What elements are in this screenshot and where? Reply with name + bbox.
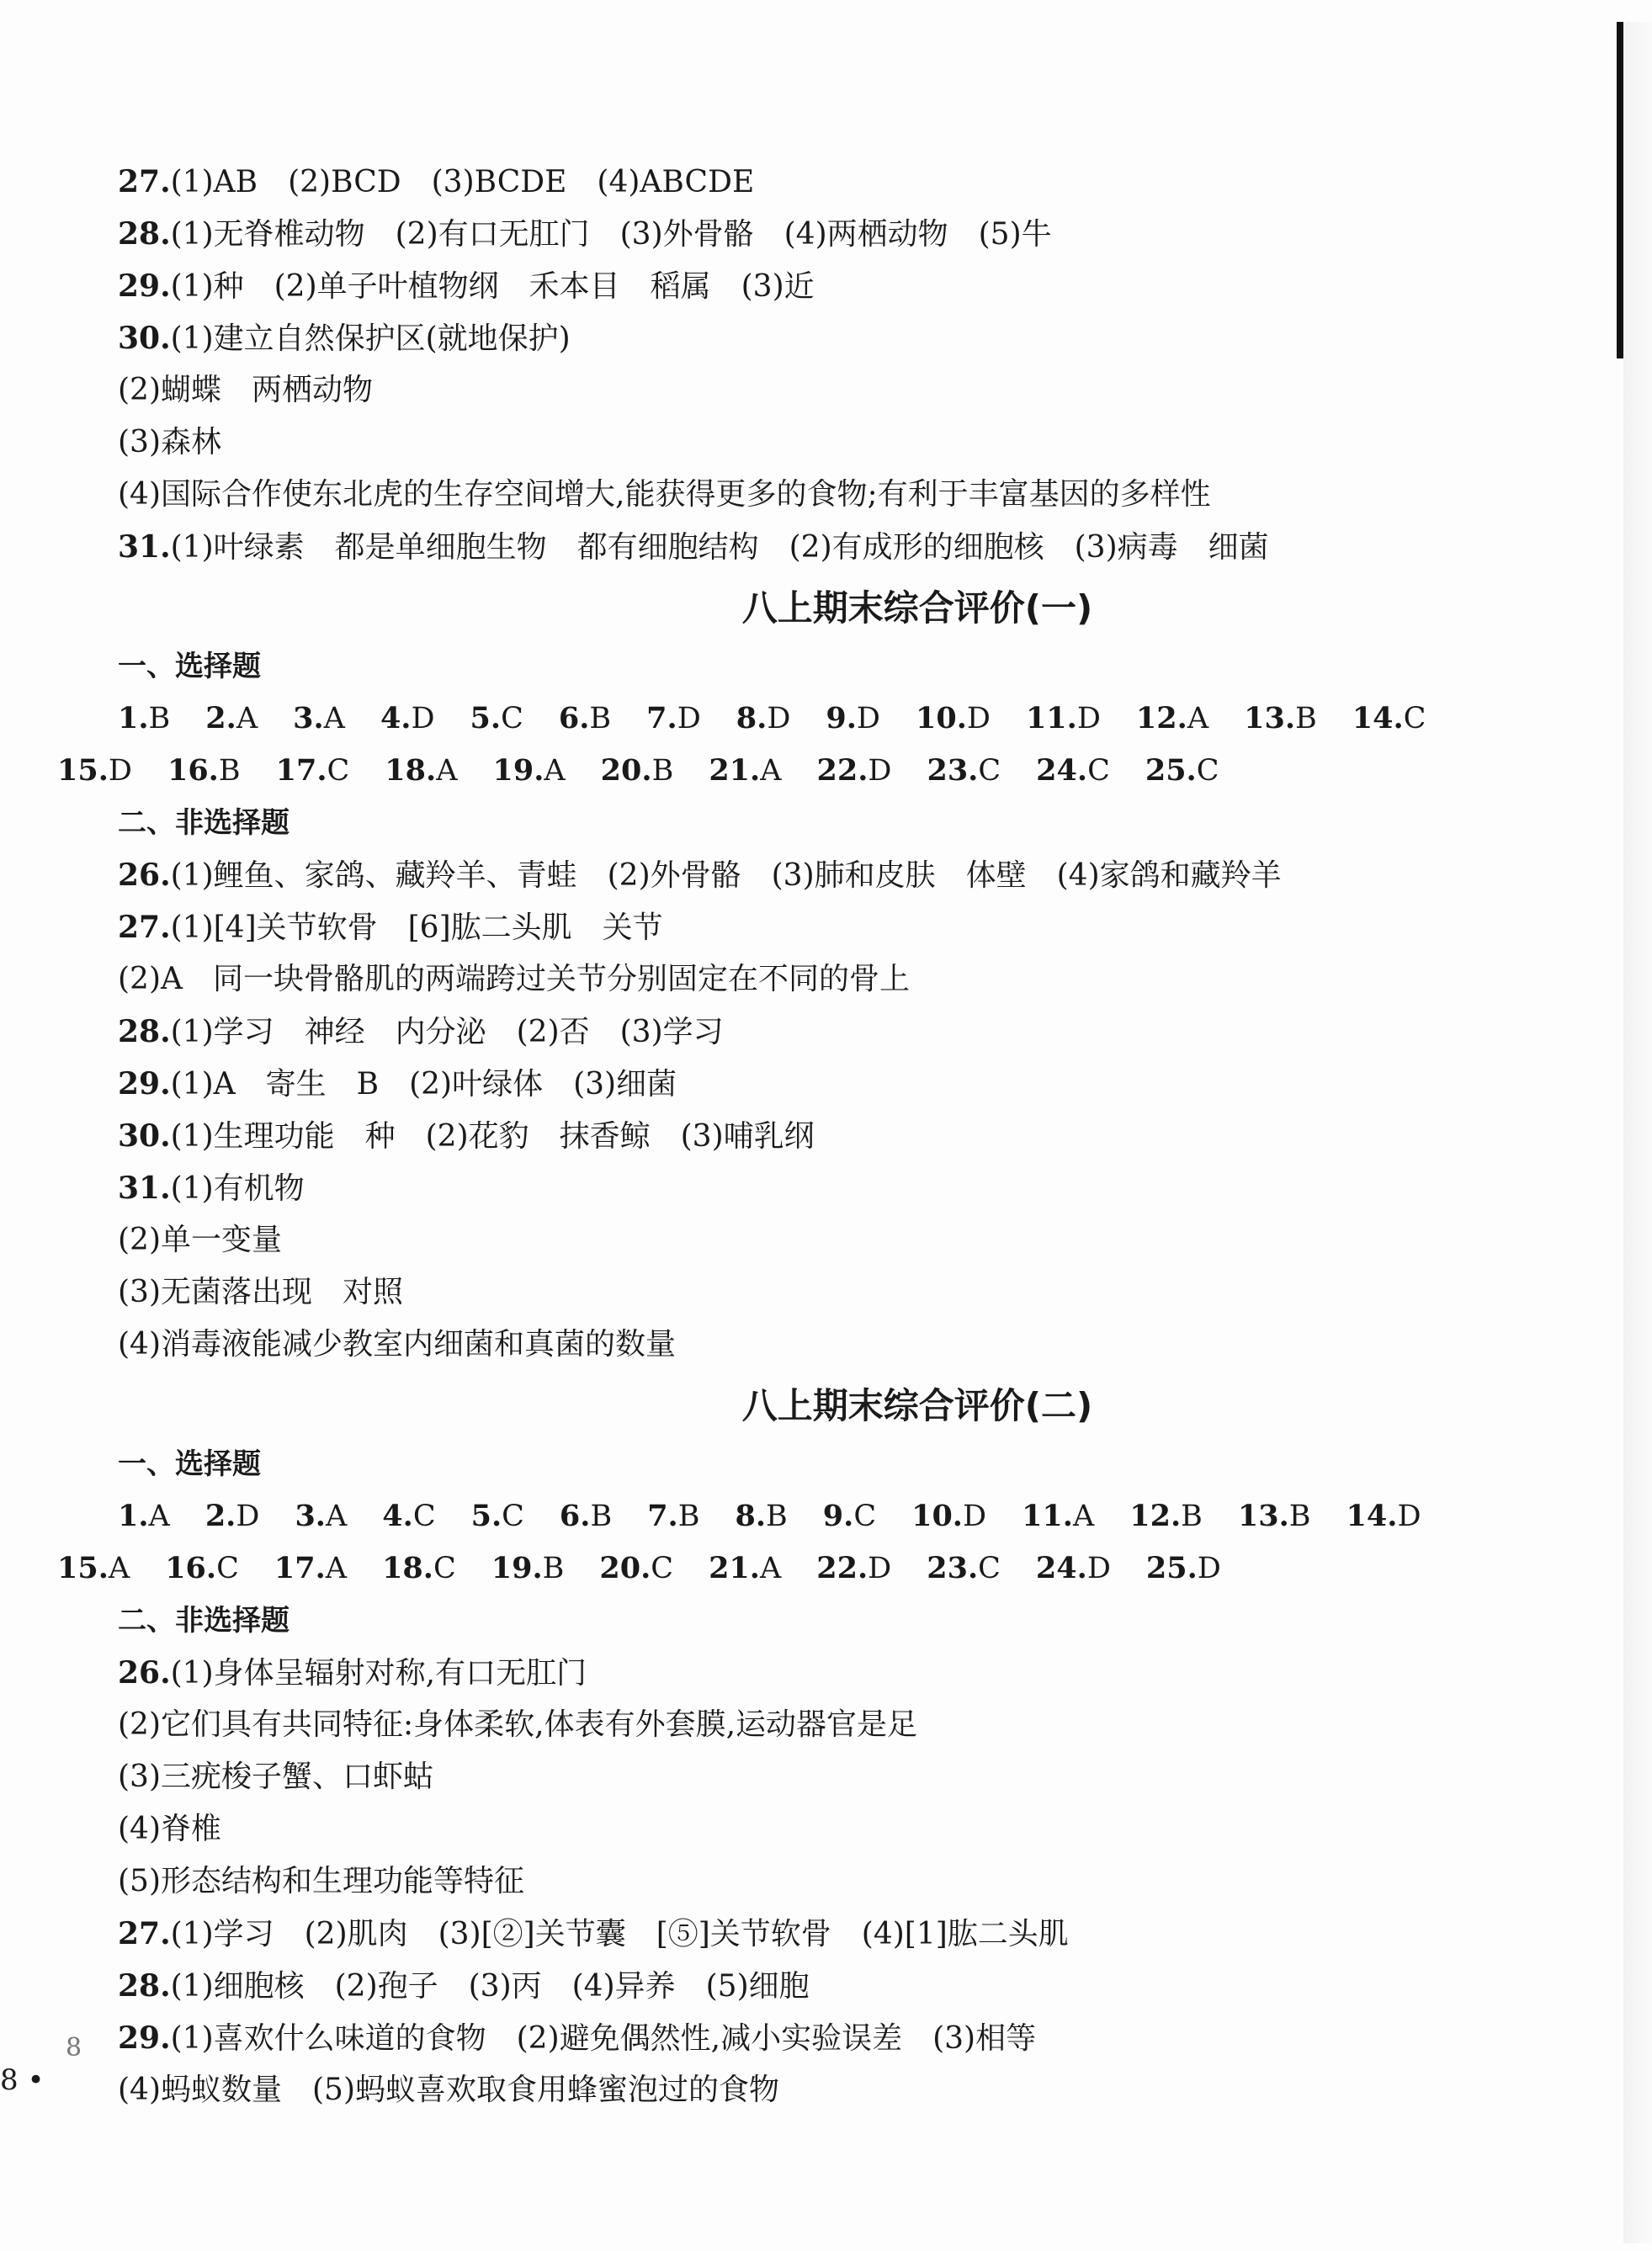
choice-letter: D [1076, 702, 1101, 735]
question-number: 30. [118, 1118, 171, 1154]
choice-number: 13. [1237, 1499, 1289, 1533]
answer-line [118, 260, 1599, 312]
choice-number: 6. [559, 1499, 591, 1533]
question-number: 31. [118, 1171, 171, 1206]
choice-number: 12. [1135, 701, 1187, 735]
choice-answer [1129, 1490, 1203, 1542]
choice-letter: D [868, 1552, 892, 1585]
answer-line [118, 849, 1599, 901]
answer-line [118, 901, 1599, 953]
choice-letter: D [677, 702, 701, 735]
choice-number: 4. [380, 701, 412, 735]
choice-number: 15. [57, 1551, 109, 1585]
choice-number: 5. [470, 1499, 502, 1533]
choice-answer [1026, 693, 1101, 745]
answer-line [118, 1908, 1599, 1960]
choice-number: 25. [1145, 1551, 1198, 1585]
choice-letter: B [590, 1500, 613, 1533]
choice-answer [916, 693, 991, 745]
answer-text: (1)喜欢什么味道的食物 (2)避免偶然性,减小实验误差 (3)相等 [170, 2021, 1037, 2056]
answer-line [118, 1058, 1599, 1110]
answer-line [118, 1647, 1599, 1699]
exam1-choices-row2 [57, 745, 1599, 797]
choice-number: 7. [646, 701, 677, 735]
answer-text: (1)有机物 [170, 1171, 305, 1206]
page-edge-bar [1617, 22, 1623, 358]
answer-text: (1)细胞核 (2)孢子 (3)丙 (4)异养 (5)细胞 [170, 1969, 810, 2004]
choice-answer [295, 1490, 347, 1542]
answer-text: (1)无脊椎动物 (2)有口无肛门 (3)外骨骼 (4)两栖动物 (5)牛 [170, 217, 1052, 252]
question-number: 31. [118, 529, 171, 565]
answer-line [118, 417, 1599, 469]
choice-letter: B [542, 1552, 565, 1585]
choice-answer [826, 693, 880, 745]
answer-text: (1)身体呈辐射对称,有口无肛门 [170, 1656, 587, 1691]
exam2-answers-block [118, 1647, 1599, 2116]
answer-text: (3)无菌落出现 对照 [118, 1275, 403, 1309]
exam2-section-nonchoice: 二、非选择题 [118, 1604, 289, 1638]
choice-letter: C [978, 1552, 1001, 1585]
answer-line [118, 1699, 1599, 1751]
choice-letter: C [501, 702, 523, 735]
choice-letter: C [853, 1500, 877, 1533]
choice-answer [560, 1490, 612, 1542]
choice-number: 12. [1129, 1499, 1182, 1533]
choice-letter: D [1397, 1500, 1421, 1533]
answer-text: (1)学习 神经 内分泌 (2)否 (3)学习 [170, 1015, 724, 1049]
question-number: 26. [118, 1655, 171, 1691]
choice-letter: C [1087, 754, 1110, 788]
choice-answer [736, 693, 791, 745]
choice-letter: D [767, 702, 791, 735]
answer-text: (3)三疣梭子蟹、口虾蛄 [118, 1760, 433, 1794]
choice-number: 10. [911, 1499, 963, 1533]
exam1-section-choice: 一、选择题 [118, 650, 261, 683]
choice-letter: A [236, 702, 258, 735]
choice-letter: C [433, 1552, 456, 1585]
choice-answer [823, 1490, 876, 1542]
choice-number: 6. [558, 701, 590, 735]
choice-letter: C [1403, 702, 1426, 735]
choice-answer [470, 693, 523, 745]
answer-text: (1)AB (2)BCD (3)BCDE (4)ABCDE [170, 165, 755, 199]
choice-number: 20. [599, 1551, 651, 1585]
answer-text: (4)脊椎 [118, 1812, 221, 1846]
choice-answer [205, 1490, 260, 1542]
answer-line [118, 2064, 1599, 2116]
choice-number: 4. [382, 1499, 413, 1533]
choice-number: 17. [275, 753, 327, 788]
exam1-title: 八上期末综合评价(一) [741, 587, 1093, 629]
choice-answer [293, 693, 345, 745]
choice-answer [927, 1542, 1001, 1595]
choice-letter: D [411, 702, 435, 735]
choice-letter: C [502, 1500, 524, 1533]
choice-answer [385, 745, 457, 797]
choice-number: 19. [491, 1551, 543, 1585]
choice-answer [276, 745, 350, 797]
exam2-choices-row2 [57, 1542, 1599, 1595]
answer-line [118, 1006, 1599, 1058]
question-number: 28. [118, 216, 171, 252]
question-number: 29. [118, 268, 171, 304]
choice-answer [927, 745, 1001, 797]
choice-number: 5. [470, 701, 502, 735]
choice-answer [1347, 1490, 1421, 1542]
answer-line [118, 1162, 1599, 1214]
answer-text: (2)蝴蝶 两栖动物 [118, 373, 373, 407]
answer-line [118, 1855, 1599, 1908]
question-number: 29. [118, 2020, 171, 2056]
question-number: 27. [118, 164, 171, 199]
choice-letter: B [651, 754, 674, 788]
choice-answer [601, 745, 674, 797]
choice-answer [911, 1490, 986, 1542]
choice-letter: D [108, 754, 132, 788]
choice-answer [471, 1490, 524, 1542]
answer-text: (5)形态结构和生理功能等特征 [118, 1864, 524, 1898]
choice-number: 11. [1022, 1499, 1073, 1533]
choice-answer [1036, 745, 1110, 797]
choice-letter: B [766, 1500, 788, 1533]
page-number: 8 • [0, 2063, 45, 2097]
answer-text: (2)A 同一块骨骼肌的两端跨过关节分别固定在不同的骨上 [118, 962, 910, 996]
choice-number: 9. [826, 701, 857, 735]
answer-text: (4)消毒液能减少教室内细菌和真菌的数量 [118, 1327, 676, 1362]
choice-answer [1238, 1490, 1311, 1542]
choice-letter: D [868, 754, 892, 788]
choice-letter: C [327, 754, 350, 788]
answer-text: (1)学习 (2)肌肉 (3)[②]关节囊 [⑤]关节软骨 (4)[1]肱二头肌 [170, 1917, 1069, 1951]
answer-text: (1)[4]关节软骨 [6]肱二头肌 关节 [170, 910, 663, 945]
answer-text: (3)森林 [118, 425, 221, 459]
choice-answer [1022, 1490, 1094, 1542]
choice-answer [1136, 693, 1208, 745]
choice-number: 24. [1036, 753, 1088, 788]
choice-number: 24. [1035, 1551, 1087, 1585]
choice-answer [817, 745, 892, 797]
choice-answer [491, 1542, 565, 1595]
choice-letter: A [1187, 702, 1209, 735]
choice-number: 8. [735, 1499, 767, 1533]
answer-line [118, 364, 1599, 417]
choice-number: 3. [293, 701, 324, 735]
exam1-section-nonchoice: 二、非选择题 [118, 806, 289, 840]
choice-answer [380, 693, 435, 745]
answer-page [57, 156, 1599, 2116]
exam2-title: 八上期末综合评价(二) [741, 1385, 1093, 1426]
choice-letter: C [216, 1552, 239, 1585]
top-answers-block [118, 156, 1599, 573]
answer-text: (1)生理功能 种 (2)花豹 抹香鲸 (3)哺乳纲 [170, 1119, 815, 1154]
choice-answer [735, 1490, 787, 1542]
choice-number: 13. [1244, 701, 1296, 735]
choice-answer [492, 745, 565, 797]
choice-number: 22. [816, 753, 868, 788]
choice-answer [57, 1542, 130, 1595]
choice-number: 7. [647, 1499, 678, 1533]
answer-line [118, 312, 1599, 364]
choice-answer [118, 1490, 170, 1542]
choice-letter: A [325, 1500, 348, 1533]
choice-letter: D [1197, 1552, 1221, 1585]
question-number: 27. [118, 1916, 171, 1951]
choice-number: 11. [1025, 701, 1077, 735]
choice-answer [1036, 1542, 1111, 1595]
choice-number: 14. [1346, 1499, 1398, 1533]
choice-number: 21. [709, 753, 761, 788]
exam1-answers-block [118, 849, 1599, 1371]
answer-line [118, 1110, 1599, 1162]
choice-number: 21. [709, 1551, 760, 1585]
choice-answer [1244, 693, 1317, 745]
choice-answer [118, 693, 170, 745]
choice-answer [165, 1542, 239, 1595]
choice-answer [1146, 1542, 1221, 1595]
answer-line [118, 1266, 1599, 1319]
answer-line [118, 2012, 1599, 2064]
question-number: 29. [118, 1066, 171, 1102]
answer-text: (1)鲤鱼、家鸽、藏羚羊、青蛙 (2)外骨骼 (3)肺和皮肤 体壁 (4)家鸽和藏羚羊 [170, 858, 1282, 893]
choice-answer [816, 1542, 891, 1595]
choice-number: 22. [816, 1551, 868, 1585]
question-number: 30. [118, 321, 171, 356]
choice-letter: B [218, 754, 241, 788]
answer-line [118, 953, 1599, 1006]
choice-answer [1352, 693, 1426, 745]
choice-answer [559, 693, 611, 745]
choice-answer [205, 693, 258, 745]
choice-letter: B [589, 702, 612, 735]
choice-number: 9. [822, 1499, 854, 1533]
answer-line [118, 1960, 1599, 2012]
choice-letter: A [544, 754, 566, 788]
choice-answer [57, 745, 132, 797]
choice-answer [599, 1542, 673, 1595]
answer-line [118, 1319, 1599, 1371]
choice-letter: B [1288, 1500, 1311, 1533]
choice-number: 1. [118, 1499, 149, 1533]
answer-line [118, 469, 1599, 521]
choice-answer [709, 1542, 781, 1595]
choice-number: 10. [915, 701, 967, 735]
choice-letter: C [412, 1500, 436, 1533]
choice-number: 19. [492, 753, 544, 788]
choice-answer [709, 745, 781, 797]
answer-line [118, 1751, 1599, 1803]
answer-line [118, 156, 1599, 208]
answer-text: (1)建立自然保护区(就地保护) [170, 321, 571, 356]
choice-number: 16. [167, 753, 219, 788]
answer-text: (1)A 寄生 B (2)叶绿体 (3)细菌 [170, 1067, 677, 1102]
choice-number: 3. [295, 1499, 326, 1533]
question-number: 26. [118, 857, 171, 893]
choice-letter: D [966, 702, 991, 735]
choice-number: 18. [382, 1551, 433, 1585]
answer-line [118, 521, 1599, 573]
choice-number: 8. [736, 701, 768, 735]
answer-text: (1)种 (2)单子叶植物纲 禾本目 稻属 (3)近 [170, 269, 815, 304]
choice-number: 23. [927, 1551, 979, 1585]
choice-letter: C [978, 754, 1001, 788]
answer-text: (2)单一变量 [118, 1223, 282, 1257]
answer-line [118, 208, 1599, 260]
choice-letter: A [759, 1552, 782, 1585]
choice-letter: A [108, 1552, 130, 1585]
answer-line [118, 1214, 1599, 1266]
page-edge-shadow [1623, 22, 1652, 2243]
choice-number: 2. [205, 1499, 236, 1533]
answer-text: (4)蚂蚁数量 (5)蚂蚁喜欢取食用蜂蜜泡过的食物 [118, 2073, 779, 2107]
choice-number: 16. [165, 1551, 217, 1585]
choice-number: 14. [1352, 701, 1404, 735]
exam2-section-choice: 一、选择题 [118, 1447, 261, 1481]
choice-answer [382, 1542, 456, 1595]
choice-letter: A [436, 754, 458, 788]
margin-mark: 8 [66, 2033, 82, 2063]
choice-number: 18. [385, 753, 437, 788]
choice-answer [167, 745, 241, 797]
choice-letter: D [856, 702, 880, 735]
choice-letter: B [148, 702, 171, 735]
choice-number: 25. [1145, 753, 1197, 788]
choice-answer [646, 693, 701, 745]
choice-number: 15. [57, 753, 109, 788]
choice-answer [274, 1542, 347, 1595]
choice-number: 2. [205, 701, 236, 735]
choice-number: 20. [600, 753, 652, 788]
choice-answer [1145, 745, 1219, 797]
choice-letter: A [325, 1552, 348, 1585]
choice-letter: B [1181, 1500, 1203, 1533]
question-number: 28. [118, 1014, 171, 1049]
exam2-choices-row1 [118, 1490, 1599, 1542]
choice-answer [647, 1490, 699, 1542]
choice-letter: C [1196, 754, 1219, 788]
answer-text: (4)国际合作使东北虎的生存空间增大,能获得更多的食物;有利于丰富基因的多样性 [118, 477, 1211, 512]
answer-text: (2)它们具有共同特征:身体柔软,体表有外套膜,运动器官是足 [118, 1707, 918, 1742]
choice-number: 23. [927, 753, 979, 788]
question-number: 28. [118, 1968, 171, 2004]
choice-letter: A [323, 702, 345, 735]
question-number: 27. [118, 910, 171, 945]
choice-letter: D [236, 1500, 260, 1533]
choice-letter: B [677, 1500, 700, 1533]
choice-letter: D [963, 1500, 987, 1533]
choice-letter: B [1295, 702, 1317, 735]
choice-number: 17. [274, 1551, 326, 1585]
choice-letter: D [1086, 1552, 1111, 1585]
choice-letter: C [651, 1552, 674, 1585]
choice-letter: A [148, 1500, 170, 1533]
choice-number: 1. [118, 701, 149, 735]
answer-line [118, 1803, 1599, 1855]
exam1-choices-row1 [118, 693, 1599, 745]
choice-letter: A [760, 754, 782, 788]
choice-letter: A [1072, 1500, 1095, 1533]
choice-answer [382, 1490, 435, 1542]
answer-text: (1)叶绿素 都是单细胞生物 都有细胞结构 (2)有成形的细胞核 (3)病毒 细菌 [170, 530, 1269, 565]
